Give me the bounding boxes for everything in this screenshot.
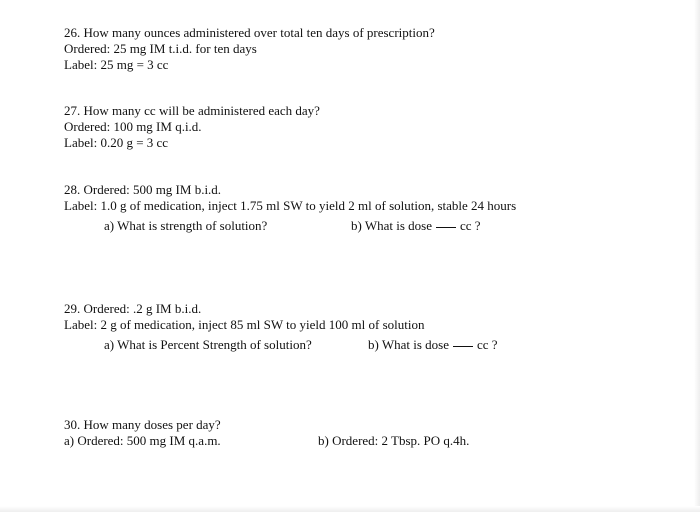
question-29 xyxy=(64,301,624,355)
question-30-parts xyxy=(64,433,624,451)
question-27-text: 27. How many cc will be administered each day? xyxy=(64,103,320,118)
question-27-label: Label: 0.20 g = 3 cc xyxy=(64,135,169,150)
question-26 xyxy=(64,25,624,73)
question-30-part-b: b) Ordered: 2 Tbsp. PO q.4h. xyxy=(318,433,470,448)
question-28-parts xyxy=(64,218,624,236)
page-edge-shadow-bottom xyxy=(0,506,700,512)
question-28-part-b xyxy=(351,218,481,234)
page-edge-shadow-right xyxy=(694,0,700,512)
question-29-label: Label: 2 g of medication, inject 85 ml SW to yield 100 ml of solution xyxy=(64,317,425,332)
question-29-part-b-prefix: b) What is dose xyxy=(368,337,449,352)
question-30-text: 30. How many doses per day? xyxy=(64,417,221,432)
question-26-label: Label: 25 mg = 3 cc xyxy=(64,57,169,72)
question-27-ordered: Ordered: 100 mg IM q.i.d. xyxy=(64,119,202,134)
question-28-part-a: a) What is strength of solution? xyxy=(104,218,268,233)
question-28 xyxy=(64,182,624,236)
question-28-label: Label: 1.0 g of medication, inject 1.75 ml SW to yield 2 ml of solution, stable 24 hours xyxy=(64,198,517,213)
question-29-part-b xyxy=(368,337,498,353)
question-29-part-a: a) What is Percent Strength of solution? xyxy=(104,337,312,352)
question-30 xyxy=(64,417,624,451)
question-28-part-b-suffix: cc ? xyxy=(460,218,481,233)
question-29-parts xyxy=(64,337,624,355)
question-28-part-b-prefix: b) What is dose xyxy=(351,218,432,233)
question-30-part-a: a) Ordered: 500 mg IM q.a.m. xyxy=(64,433,221,448)
question-26-ordered: Ordered: 25 mg IM t.i.d. for ten days xyxy=(64,41,257,56)
question-29-ordered: 29. Ordered: .2 g IM b.i.d. xyxy=(64,301,202,316)
question-27 xyxy=(64,103,624,151)
answer-blank xyxy=(436,227,456,228)
question-28-ordered: 28. Ordered: 500 mg IM b.i.d. xyxy=(64,182,222,197)
question-26-text: 26. How many ounces administered over total ten days of prescription? xyxy=(64,25,435,40)
answer-blank xyxy=(453,346,473,347)
question-29-part-b-suffix: cc ? xyxy=(477,337,498,352)
